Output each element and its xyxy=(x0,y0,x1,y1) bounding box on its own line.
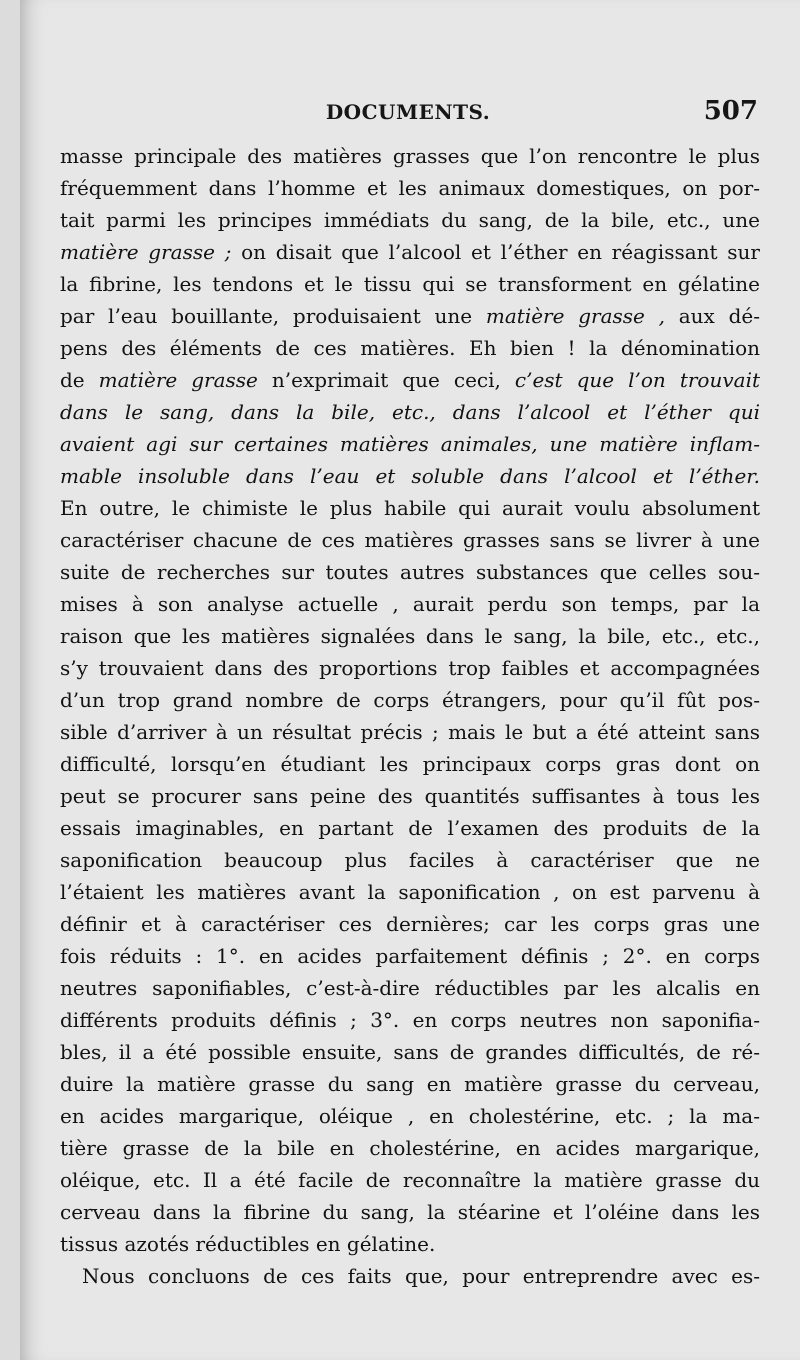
italic-text-segment: matière grasse ; xyxy=(60,240,232,264)
text-line xyxy=(60,908,760,940)
text-line xyxy=(60,460,760,492)
text-line xyxy=(60,1100,760,1132)
text-line xyxy=(60,332,760,364)
text-segment: par l’eau bouillante, produisaient une xyxy=(60,304,486,328)
text-line xyxy=(60,652,760,684)
text-line xyxy=(60,684,760,716)
text-segment: neutres saponifiables, c’est-à-dire réductibles par les alcalis en xyxy=(60,976,760,1000)
body-text xyxy=(60,140,760,1292)
text-line xyxy=(60,780,760,812)
text-segment: duire la matière grasse du sang en matière grasse du cerveau, xyxy=(60,1072,760,1096)
italic-text-segment: dans le sang, dans la bile, etc., dans l’alcool et l’éther qui xyxy=(60,400,760,424)
text-line xyxy=(60,748,760,780)
text-line xyxy=(60,876,760,908)
text-line xyxy=(60,812,760,844)
text-segment: en acides margarique, oléique , en cholestérine, etc. ; la ma- xyxy=(60,1104,760,1128)
running-title: DOCUMENTS. xyxy=(325,100,491,124)
book-page xyxy=(20,0,800,1360)
text-segment: s’y trouvaient dans des proportions trop faibles et accompagnées xyxy=(60,656,760,680)
text-segment: saponification beaucoup plus faciles à caractériser que ne xyxy=(60,848,760,872)
text-segment: d’un trop grand nombre de corps étrangers, pour qu’il fût pos- xyxy=(60,688,760,712)
text-segment: n’exprimait que ceci, xyxy=(257,368,515,392)
text-line xyxy=(60,1196,760,1228)
text-segment: mises à son analyse actuelle , aurait perdu son temps, par la xyxy=(60,592,760,616)
text-segment: masse principale des matières grasses que l’on rencontre le plus xyxy=(60,144,760,168)
text-segment: aux dé- xyxy=(664,304,760,328)
text-segment: on disait que l’alcool et l’éther en réagissant sur xyxy=(231,240,760,264)
text-line xyxy=(60,268,760,300)
text-line xyxy=(60,844,760,876)
italic-text-segment: c’est que l’on trouvait xyxy=(514,368,760,392)
text-line xyxy=(60,1132,760,1164)
page-number: 507 xyxy=(703,96,758,126)
italic-text-segment: avaient agi sur certaines matières animales, une matière inflam- xyxy=(60,432,760,456)
italic-text-segment: matière grasse , xyxy=(485,304,665,328)
text-line xyxy=(60,524,760,556)
text-segment: l’étaient les matières avant la saponification , on est parvenu à xyxy=(60,880,760,904)
text-segment: tait parmi les principes immédiats du sang, de la bile, etc., une xyxy=(60,208,760,232)
text-segment: fois réduits : 1°. en acides parfaitement définis ; 2°. en corps xyxy=(60,944,760,968)
italic-text-segment: mable insoluble dans l’eau et soluble dans l’alcool et l’éther. xyxy=(60,464,760,488)
text-line xyxy=(60,364,760,396)
running-header xyxy=(56,96,760,134)
text-segment: caractériser chacune de ces matières grasses sans se livrer à une xyxy=(60,528,760,552)
text-segment: fréquemment dans l’homme et les animaux domestiques, on por- xyxy=(60,176,760,200)
text-segment: la fibrine, les tendons et le tissu qui se transforment en gélatine xyxy=(60,272,760,296)
text-segment: différents produits définis ; 3°. en corps neutres non saponifia- xyxy=(60,1008,760,1032)
text-segment: suite de recherches sur toutes autres substances que celles sou- xyxy=(60,560,760,584)
text-line xyxy=(60,1036,760,1068)
text-line xyxy=(60,396,760,428)
text-segment: bles, il a été possible ensuite, sans de grandes difficultés, de ré- xyxy=(60,1040,760,1064)
text-line xyxy=(60,1228,760,1260)
text-line xyxy=(60,1260,760,1292)
text-segment: peut se procurer sans peine des quantités suffisantes à tous les xyxy=(60,784,760,808)
text-segment: définir et à caractériser ces dernières; car les corps gras une xyxy=(60,912,760,936)
text-segment: de xyxy=(60,368,99,392)
text-line xyxy=(60,172,760,204)
text-line xyxy=(60,972,760,1004)
text-line xyxy=(60,1068,760,1100)
text-line xyxy=(60,492,760,524)
text-segment: pens des éléments de ces matières. Eh bien ! la dénomination xyxy=(60,336,760,360)
text-segment: oléique, etc. Il a été facile de reconnaître la matière grasse du xyxy=(60,1168,760,1192)
text-line xyxy=(60,140,760,172)
text-segment: En outre, le chimiste le plus habile qui aurait voulu absolument xyxy=(60,496,760,520)
text-line xyxy=(60,588,760,620)
text-line xyxy=(60,300,760,332)
text-segment: tissus azotés réductibles en gélatine. xyxy=(60,1232,436,1256)
text-line xyxy=(60,204,760,236)
text-segment: cerveau dans la fibrine du sang, la stéarine et l’oléine dans les xyxy=(60,1200,760,1224)
text-segment: raison que les matières signalées dans le sang, la bile, etc., etc., xyxy=(60,624,760,648)
text-line xyxy=(60,428,760,460)
text-line xyxy=(60,1164,760,1196)
text-line xyxy=(60,940,760,972)
italic-text-segment: matière grasse xyxy=(98,368,258,392)
text-line xyxy=(60,556,760,588)
text-line xyxy=(60,1004,760,1036)
text-line xyxy=(60,620,760,652)
text-segment: essais imaginables, en partant de l’examen des produits de la xyxy=(60,816,760,840)
text-segment: tière grasse de la bile en cholestérine, en acides margarique, xyxy=(60,1136,760,1160)
text-segment: sible d’arriver à un résultat précis ; mais le but a été atteint sans xyxy=(60,720,760,744)
text-segment: difficulté, lorsqu’en étudiant les principaux corps gras dont on xyxy=(60,752,760,776)
text-line xyxy=(60,716,760,748)
text-segment: Nous concluons de ces faits que, pour entreprendre avec es- xyxy=(82,1264,760,1288)
text-line xyxy=(60,236,760,268)
